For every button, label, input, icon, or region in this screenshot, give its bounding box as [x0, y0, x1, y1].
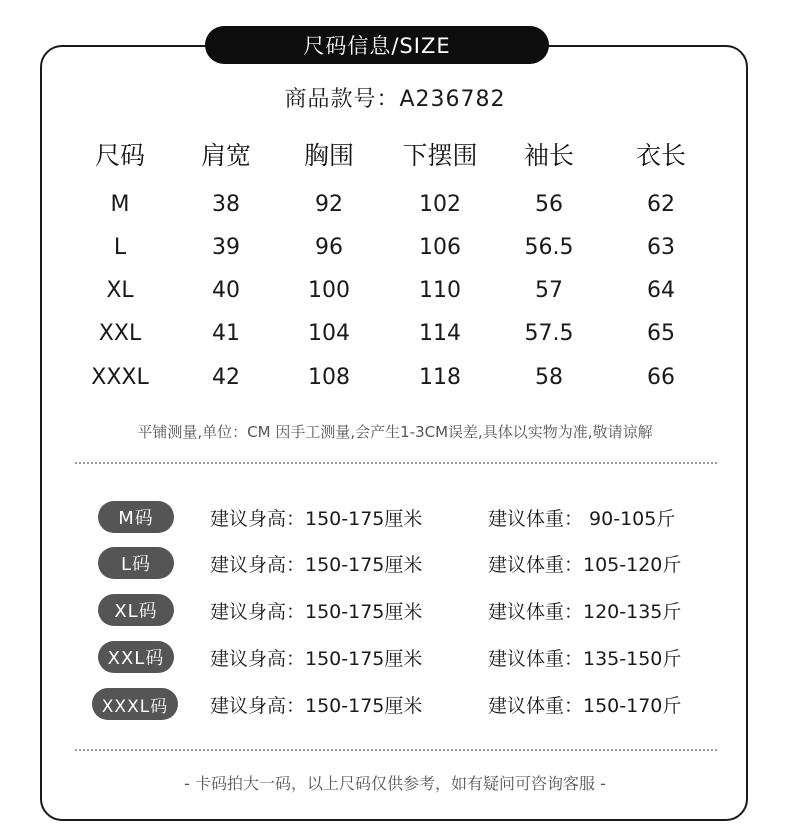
- recommended-height: 建议身高：150-175厘米: [210, 508, 423, 530]
- table-cell: 102: [419, 192, 461, 217]
- footer-note: - 卡码拍大一码，以上尺码仅供参考，如有疑问可咨询客服 -: [184, 774, 606, 793]
- table-cell: 58: [535, 365, 563, 390]
- table-cell: 106: [419, 235, 461, 260]
- dotted-divider: [75, 462, 717, 464]
- recommendation-row: [0, 639, 790, 675]
- size-info-title: 尺码信息/SIZE: [205, 26, 549, 64]
- table-cell: M: [110, 192, 130, 217]
- recommended-weight: 建议体重：150-170斤: [488, 695, 682, 717]
- size-badge: XXXL码: [92, 688, 178, 720]
- size-badge: XL码: [98, 594, 174, 626]
- table-cell: XL: [106, 278, 134, 303]
- table-cell: 114: [419, 321, 461, 346]
- table-cell: XXXL: [91, 365, 149, 390]
- table-cell: 42: [212, 365, 240, 390]
- table-cell: 65: [647, 321, 675, 346]
- table-cell: 56.5: [524, 235, 574, 260]
- table-cell: 100: [308, 278, 350, 303]
- recommended-height: 建议身高：150-175厘米: [210, 554, 423, 576]
- table-cell: 96: [315, 235, 343, 260]
- table-cell: 118: [419, 365, 461, 390]
- table-cell: 41: [212, 321, 240, 346]
- recommended-weight: 建议体重：135-150斤: [488, 648, 682, 670]
- table-cell: 40: [212, 278, 240, 303]
- table-cell: 92: [315, 192, 343, 217]
- product-code: 商品款号：A236782: [284, 87, 506, 112]
- table-cell: L: [113, 235, 127, 260]
- header-sleeve: 袖长: [523, 141, 575, 170]
- table-cell: 57: [535, 278, 563, 303]
- table-cell: 108: [308, 365, 350, 390]
- table-cell: 56: [535, 192, 563, 217]
- header-length: 衣长: [635, 141, 687, 170]
- header-shoulder: 肩宽: [200, 141, 252, 170]
- table-cell: 63: [647, 235, 675, 260]
- table-cell: 66: [647, 365, 675, 390]
- table-cell: 38: [212, 192, 240, 217]
- recommended-height: 建议身高：150-175厘米: [210, 601, 423, 623]
- header-hem: 下摆围: [402, 141, 478, 170]
- recommended-height: 建议身高：150-175厘米: [210, 648, 423, 670]
- size-badge: XXL码: [98, 641, 174, 673]
- recommended-weight: 建议体重：120-135斤: [488, 601, 682, 623]
- table-cell: XXL: [98, 321, 142, 346]
- table-cell: 39: [212, 235, 240, 260]
- recommendation-row: [0, 592, 790, 628]
- recommendation-row: [0, 545, 790, 581]
- header-chest: 胸围: [303, 141, 355, 170]
- table-cell: 64: [647, 278, 675, 303]
- table-cell: 110: [419, 278, 461, 303]
- table-cell: 57.5: [524, 321, 574, 346]
- recommended-height: 建议身高：150-175厘米: [210, 695, 423, 717]
- dotted-divider: [75, 749, 717, 751]
- table-cell: 104: [308, 321, 350, 346]
- size-badge: L码: [98, 547, 174, 579]
- recommendation-row: [0, 499, 790, 535]
- recommended-weight: 建议体重：105-120斤: [488, 554, 682, 576]
- size-badge: M码: [98, 501, 174, 533]
- measurement-note: 平铺测量,单位：CM 因手工测量,会产生1-3CM误差,具体以实物为准,敬请谅解: [137, 423, 653, 441]
- recommendation-row: [0, 686, 790, 722]
- recommended-weight: 建议体重： 90-105斤: [488, 508, 676, 530]
- header-size: 尺码: [94, 141, 146, 170]
- table-cell: 62: [647, 192, 675, 217]
